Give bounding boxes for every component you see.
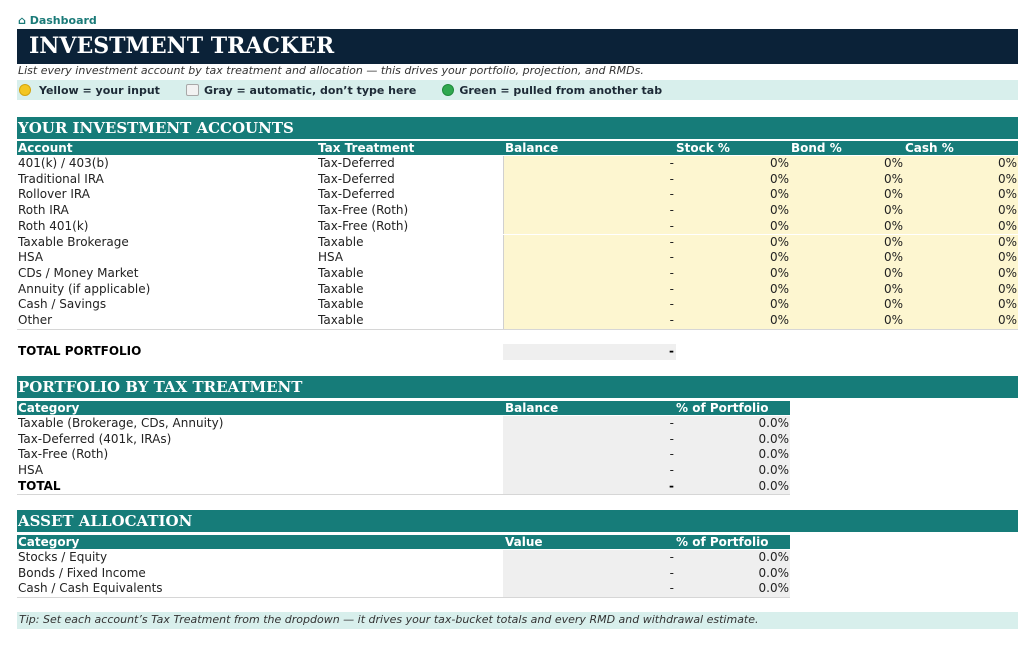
total-portfolio-row xyxy=(17,344,717,360)
balance-value: - xyxy=(503,463,676,479)
balance-input[interactable]: - xyxy=(503,187,676,203)
col-cash: Cash % xyxy=(905,141,954,155)
category-label: TOTAL xyxy=(18,478,61,493)
cash-pct-input[interactable]: 0% xyxy=(904,187,1018,203)
legend-yellow xyxy=(19,84,160,97)
table-row xyxy=(17,250,1018,266)
bond-pct-input[interactable]: 0% xyxy=(790,172,904,188)
value-cell: - xyxy=(503,581,676,597)
tax-treatment-select[interactable]: Taxable xyxy=(318,297,364,312)
tax-treatment-select[interactable]: Tax-Deferred xyxy=(318,171,395,186)
balance-input[interactable]: - xyxy=(503,250,676,266)
account-name: Roth 401(k) xyxy=(18,218,89,233)
legend-gray xyxy=(186,84,416,97)
table-row xyxy=(17,187,1018,203)
page-subtitle: List every investment account by tax treatment and allocation — this drives your portfolio, projection, and RMDs. xyxy=(18,64,644,77)
bond-pct-input[interactable]: 0% xyxy=(790,156,904,172)
col-percent: % of Portfolio xyxy=(676,401,769,415)
table-row xyxy=(17,266,1018,282)
cash-pct-input[interactable]: 0% xyxy=(904,172,1018,188)
legend-yellow-label: Yellow = your input xyxy=(39,83,160,97)
category-label: Stocks / Equity xyxy=(18,550,108,564)
col-percent: % of Portfolio xyxy=(676,535,769,549)
total-portfolio-value: - xyxy=(503,344,676,360)
allocation-header-row xyxy=(17,535,790,549)
cash-pct-input[interactable]: 0% xyxy=(904,219,1018,235)
balance-input[interactable]: - xyxy=(503,172,676,188)
col-balance: Balance xyxy=(505,401,559,415)
dashboard-link[interactable]: ⌂ Dashboard xyxy=(18,14,97,27)
tax-treatment-select[interactable]: Taxable xyxy=(318,281,364,296)
table-row xyxy=(17,566,790,582)
legend-gray-label: Gray = automatic, don’t type here xyxy=(203,83,417,97)
balance-input[interactable]: - xyxy=(503,313,676,329)
table-row xyxy=(17,235,1018,251)
bond-pct-input[interactable]: 0% xyxy=(790,282,904,298)
col-value: Value xyxy=(505,535,543,549)
accounts-bottom-border xyxy=(17,329,1018,330)
cash-pct-input[interactable]: 0% xyxy=(904,156,1018,172)
account-name: Rollover IRA xyxy=(18,187,90,202)
tax-treatment-select[interactable]: HSA xyxy=(318,250,344,265)
balance-input[interactable]: - xyxy=(503,156,676,172)
percent-value: 0.0% xyxy=(676,550,790,566)
percent-value: 0.0% xyxy=(676,566,790,582)
table-row xyxy=(17,416,790,432)
total-portfolio-label: TOTAL PORTFOLIO xyxy=(18,344,142,358)
table-row xyxy=(17,203,1018,219)
category-label: Tax-Deferred (401k, IRAs) xyxy=(18,431,172,446)
tax-header-row xyxy=(17,401,790,415)
account-name: Taxable Brokerage xyxy=(18,234,129,249)
accounts-header-row xyxy=(17,141,1018,155)
percent-value: 0.0% xyxy=(676,432,790,448)
allocation-bottom-border xyxy=(17,597,790,598)
balance-input[interactable]: - xyxy=(503,282,676,298)
color-legend xyxy=(17,80,1018,100)
cash-pct-input[interactable]: 0% xyxy=(904,203,1018,219)
bond-pct-input[interactable]: 0% xyxy=(790,297,904,313)
stock-pct-input[interactable]: 0% xyxy=(676,203,790,219)
tax-section-title: PORTFOLIO BY TAX TREATMENT xyxy=(17,376,1018,398)
table-row xyxy=(17,172,1018,188)
balance-input[interactable]: - xyxy=(503,266,676,282)
percent-value: 0.0% xyxy=(676,581,790,597)
percent-value: 0.0% xyxy=(676,416,790,432)
stock-pct-input[interactable]: 0% xyxy=(676,313,790,329)
value-cell: - xyxy=(503,550,676,566)
stock-pct-input[interactable]: 0% xyxy=(676,266,790,282)
table-row xyxy=(17,581,790,597)
table-row xyxy=(17,463,790,479)
balance-value: - xyxy=(503,432,676,448)
col-category: Category xyxy=(18,401,80,415)
cash-pct-input[interactable]: 0% xyxy=(904,235,1018,251)
stock-pct-input[interactable]: 0% xyxy=(676,297,790,313)
account-name: Traditional IRA xyxy=(18,171,104,186)
legend-green-label: Green = pulled from another tab xyxy=(459,83,663,97)
balance-input[interactable]: - xyxy=(503,235,676,251)
table-row xyxy=(17,313,1018,329)
account-name: 401(k) / 403(b) xyxy=(18,156,109,170)
tax-treatment-select[interactable]: Taxable xyxy=(318,234,364,249)
percent-value: 0.0% xyxy=(676,479,790,495)
bond-pct-input[interactable]: 0% xyxy=(790,219,904,235)
cash-pct-input[interactable]: 0% xyxy=(904,282,1018,298)
tax-treatment-select[interactable]: Tax-Deferred xyxy=(318,156,395,170)
stock-pct-input[interactable]: 0% xyxy=(676,235,790,251)
col-balance: Balance xyxy=(505,141,559,155)
account-name: CDs / Money Market xyxy=(18,265,139,280)
yellow-circle-icon xyxy=(19,84,31,96)
tax-treatment-select[interactable]: Taxable xyxy=(318,313,364,327)
bond-pct-input[interactable]: 0% xyxy=(790,235,904,251)
balance-input[interactable]: - xyxy=(503,203,676,219)
bond-pct-input[interactable]: 0% xyxy=(790,250,904,266)
gray-square-icon xyxy=(186,84,199,96)
table-row xyxy=(17,550,790,566)
account-name: Other xyxy=(18,313,53,327)
cash-pct-input[interactable]: 0% xyxy=(904,266,1018,282)
category-label: Tax-Free (Roth) xyxy=(18,447,109,462)
balance-value: - xyxy=(503,479,676,495)
cash-pct-input[interactable]: 0% xyxy=(904,250,1018,266)
stock-pct-input[interactable]: 0% xyxy=(676,219,790,235)
category-label: Taxable (Brokerage, CDs, Annuity) xyxy=(18,416,224,430)
table-row xyxy=(17,219,1018,235)
tax-treatment-select[interactable]: Tax-Free (Roth) xyxy=(318,218,409,233)
table-row xyxy=(17,432,790,448)
tax-treatment-select[interactable]: Taxable xyxy=(318,265,364,280)
col-account: Account xyxy=(18,141,73,155)
stock-pct-input[interactable]: 0% xyxy=(676,156,790,172)
col-category: Category xyxy=(18,535,80,549)
percent-value: 0.0% xyxy=(676,463,790,479)
bond-pct-input[interactable]: 0% xyxy=(790,203,904,219)
col-bond: Bond % xyxy=(791,141,842,155)
balance-value: - xyxy=(503,447,676,463)
table-row xyxy=(17,297,1018,313)
category-label: HSA xyxy=(18,463,44,478)
tax-bottom-border xyxy=(17,494,790,495)
tax-total-row xyxy=(17,479,790,495)
col-tax-treatment: Tax Treatment xyxy=(318,141,415,155)
cash-pct-input[interactable]: 0% xyxy=(904,313,1018,329)
account-name: Roth IRA xyxy=(18,203,69,218)
tax-treatment-select[interactable]: Tax-Deferred xyxy=(318,187,395,202)
page-title: INVESTMENT TRACKER xyxy=(17,29,1018,64)
col-stock: Stock % xyxy=(676,141,730,155)
balance-input[interactable]: - xyxy=(503,219,676,235)
balance-input[interactable]: - xyxy=(503,297,676,313)
tip-note: Tip: Set each account’s Tax Treatment from the dropdown — it drives your tax-bucket totals and every RMD and withdrawal estimate. xyxy=(17,612,1018,629)
balance-value: - xyxy=(503,416,676,432)
category-label: Cash / Cash Equivalents xyxy=(18,581,163,596)
tax-treatment-select[interactable]: Tax-Free (Roth) xyxy=(318,203,409,218)
stock-pct-input[interactable]: 0% xyxy=(676,282,790,298)
table-row xyxy=(17,447,790,463)
stock-pct-input[interactable]: 0% xyxy=(676,187,790,203)
bond-pct-input[interactable]: 0% xyxy=(790,187,904,203)
account-name: Annuity (if applicable) xyxy=(18,281,151,296)
value-cell: - xyxy=(503,566,676,582)
table-row xyxy=(17,156,1018,172)
percent-value: 0.0% xyxy=(676,447,790,463)
category-label: Bonds / Fixed Income xyxy=(18,565,146,580)
table-row xyxy=(17,282,1018,298)
bond-pct-input[interactable]: 0% xyxy=(790,266,904,282)
cash-pct-input[interactable]: 0% xyxy=(904,297,1018,313)
stock-pct-input[interactable]: 0% xyxy=(676,250,790,266)
account-name: HSA xyxy=(18,250,44,265)
stock-pct-input[interactable]: 0% xyxy=(676,172,790,188)
account-name: Cash / Savings xyxy=(18,297,107,312)
allocation-section-title: ASSET ALLOCATION xyxy=(17,510,1018,532)
accounts-section-title: YOUR INVESTMENT ACCOUNTS xyxy=(17,117,1018,139)
green-circle-icon xyxy=(442,84,454,96)
legend-green xyxy=(442,84,662,97)
bond-pct-input[interactable]: 0% xyxy=(790,313,904,329)
